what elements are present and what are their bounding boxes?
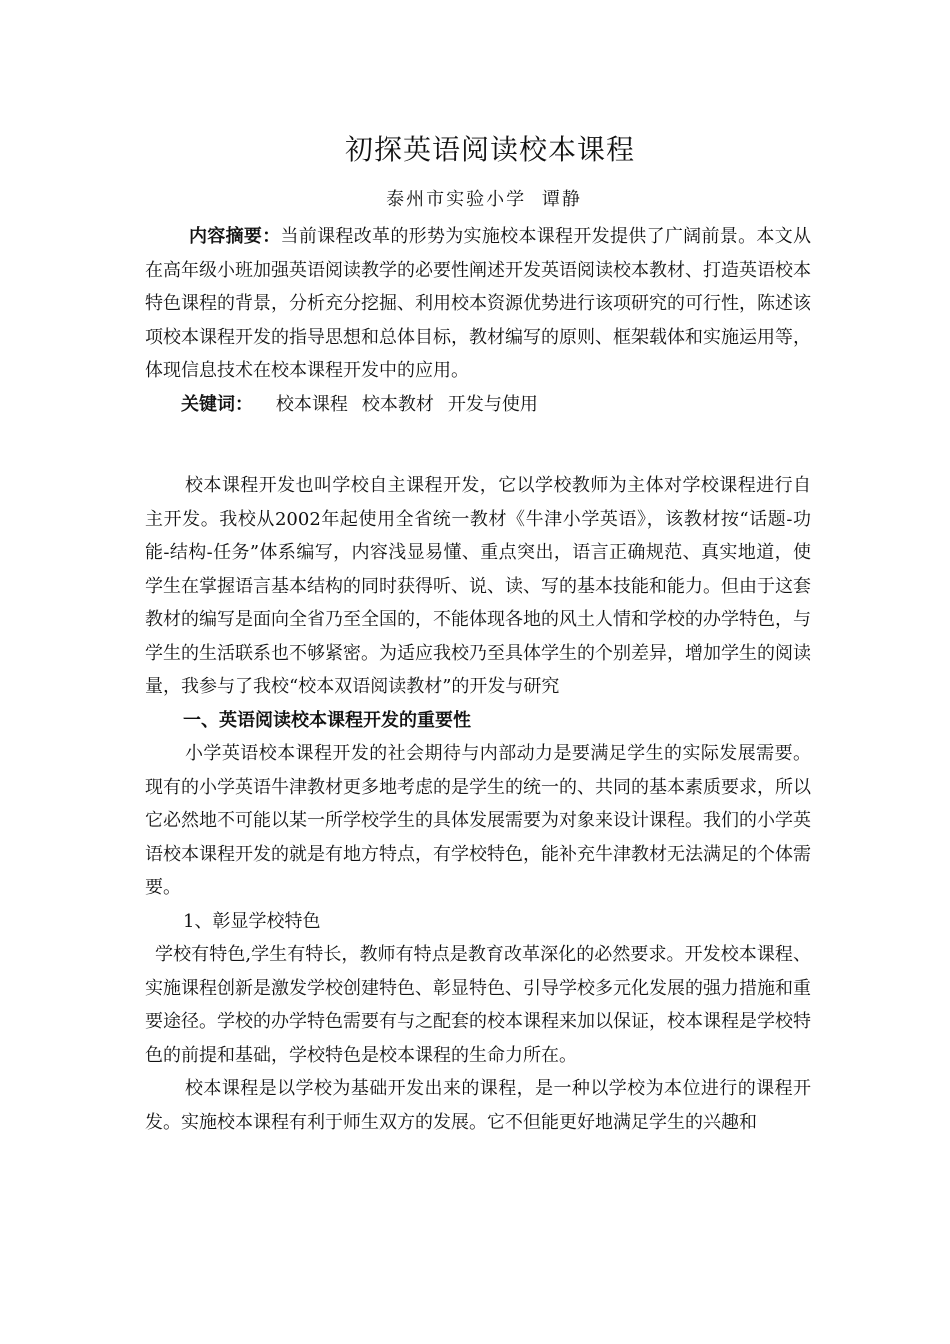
abstract-paragraph <box>145 220 811 388</box>
keyword-item: 校本课程 <box>275 393 348 415</box>
keywords-line <box>145 388 811 422</box>
section-heading: 一、英语阅读校本课程开发的重要性 <box>183 709 471 731</box>
section-paragraph: 小学英语校本课程开发的社会期待与内部动力是要满足学生的实际发展需要。现有的小学英语牛津教材更多地考虑的是学生的统一的、共同的基本素质要求，所以它必然地不可能以某一所学校学生的具体发展需要为对象来设计课程。我们的小学英语校本课程开发的就是有地方特点，有学校特色，能补充牛津教材无法满足的个体需要。 <box>145 743 811 898</box>
document-body <box>145 220 811 1139</box>
abstract-label: 内容摘要： <box>189 226 281 247</box>
subsection-heading: 1、彰显学校特色 <box>183 910 321 932</box>
intro-paragraph: 校本课程开发也叫学校自主课程开发，它以学校教师为主体对学校课程进行自主开发。我校从2002年起使用全省统一教材《牛津小学英语》，该教材按“话题-功能-结构-任务”体系编写，内容浅显易懂、重点突出，语言正确规范、真实地道，使学生在掌握语言基本结构的同时获得听、说、读、写的基本技能和能力。但由于这套教材的编写是面向全省乃至全国的，不能体现各地的风土人情和学校的办学特色，与学生的生活联系也不够紧密。为适应我校乃至具体学生的个别差异，增加学生的阅读量，我参与了我校“校本双语阅读教材”的开发与研究 <box>145 475 811 697</box>
document-title: 初探英语阅读校本课程 <box>344 133 635 166</box>
subsection-paragraph: 校本课程是以学校为基础开发出来的课程，是一种以学校为本位进行的课程开发。实施校本课程有利于师生双方的发展。它不但能更好地满足学生的兴趣和 <box>145 1078 811 1133</box>
subsection-paragraph: 学校有特色,学生有特长，教师有特点是教育改革深化的必然要求。开发校本课程、实施课程创新是激发学校创建特色、彰显特色、引导学校多元化发展的强力措施和重要途径。学校的办学特色需要有与之配套的校本课程来加以保证，校本课程是学校特色的前提和基础，学校特色是校本课程的生命力所在。 <box>145 944 811 1066</box>
keyword-item: 校本教材 <box>361 393 434 415</box>
keyword-item: 开发与使用 <box>447 393 538 415</box>
author-line: 泰州市实验小学 谭静 <box>386 189 582 210</box>
keywords-label: 关键词： <box>181 393 253 415</box>
abstract-text: 当前课程改革的形势为实施校本课程开发提供了广阔前景。本文从在高年级小班加强英语阅读教学的必要性阐述开发英语阅读校本教材、打造英语校本特色课程的背景，分析充分挖掘、利用校本资源优势进行该项研究的可行性，陈述该项校本课程开发的指导思想和总体目标，教材编写的原则、框架载体和实施运用等，体现信息技术在校本课程开发中的应用。 <box>145 226 811 381</box>
section-spacer <box>145 421 811 469</box>
